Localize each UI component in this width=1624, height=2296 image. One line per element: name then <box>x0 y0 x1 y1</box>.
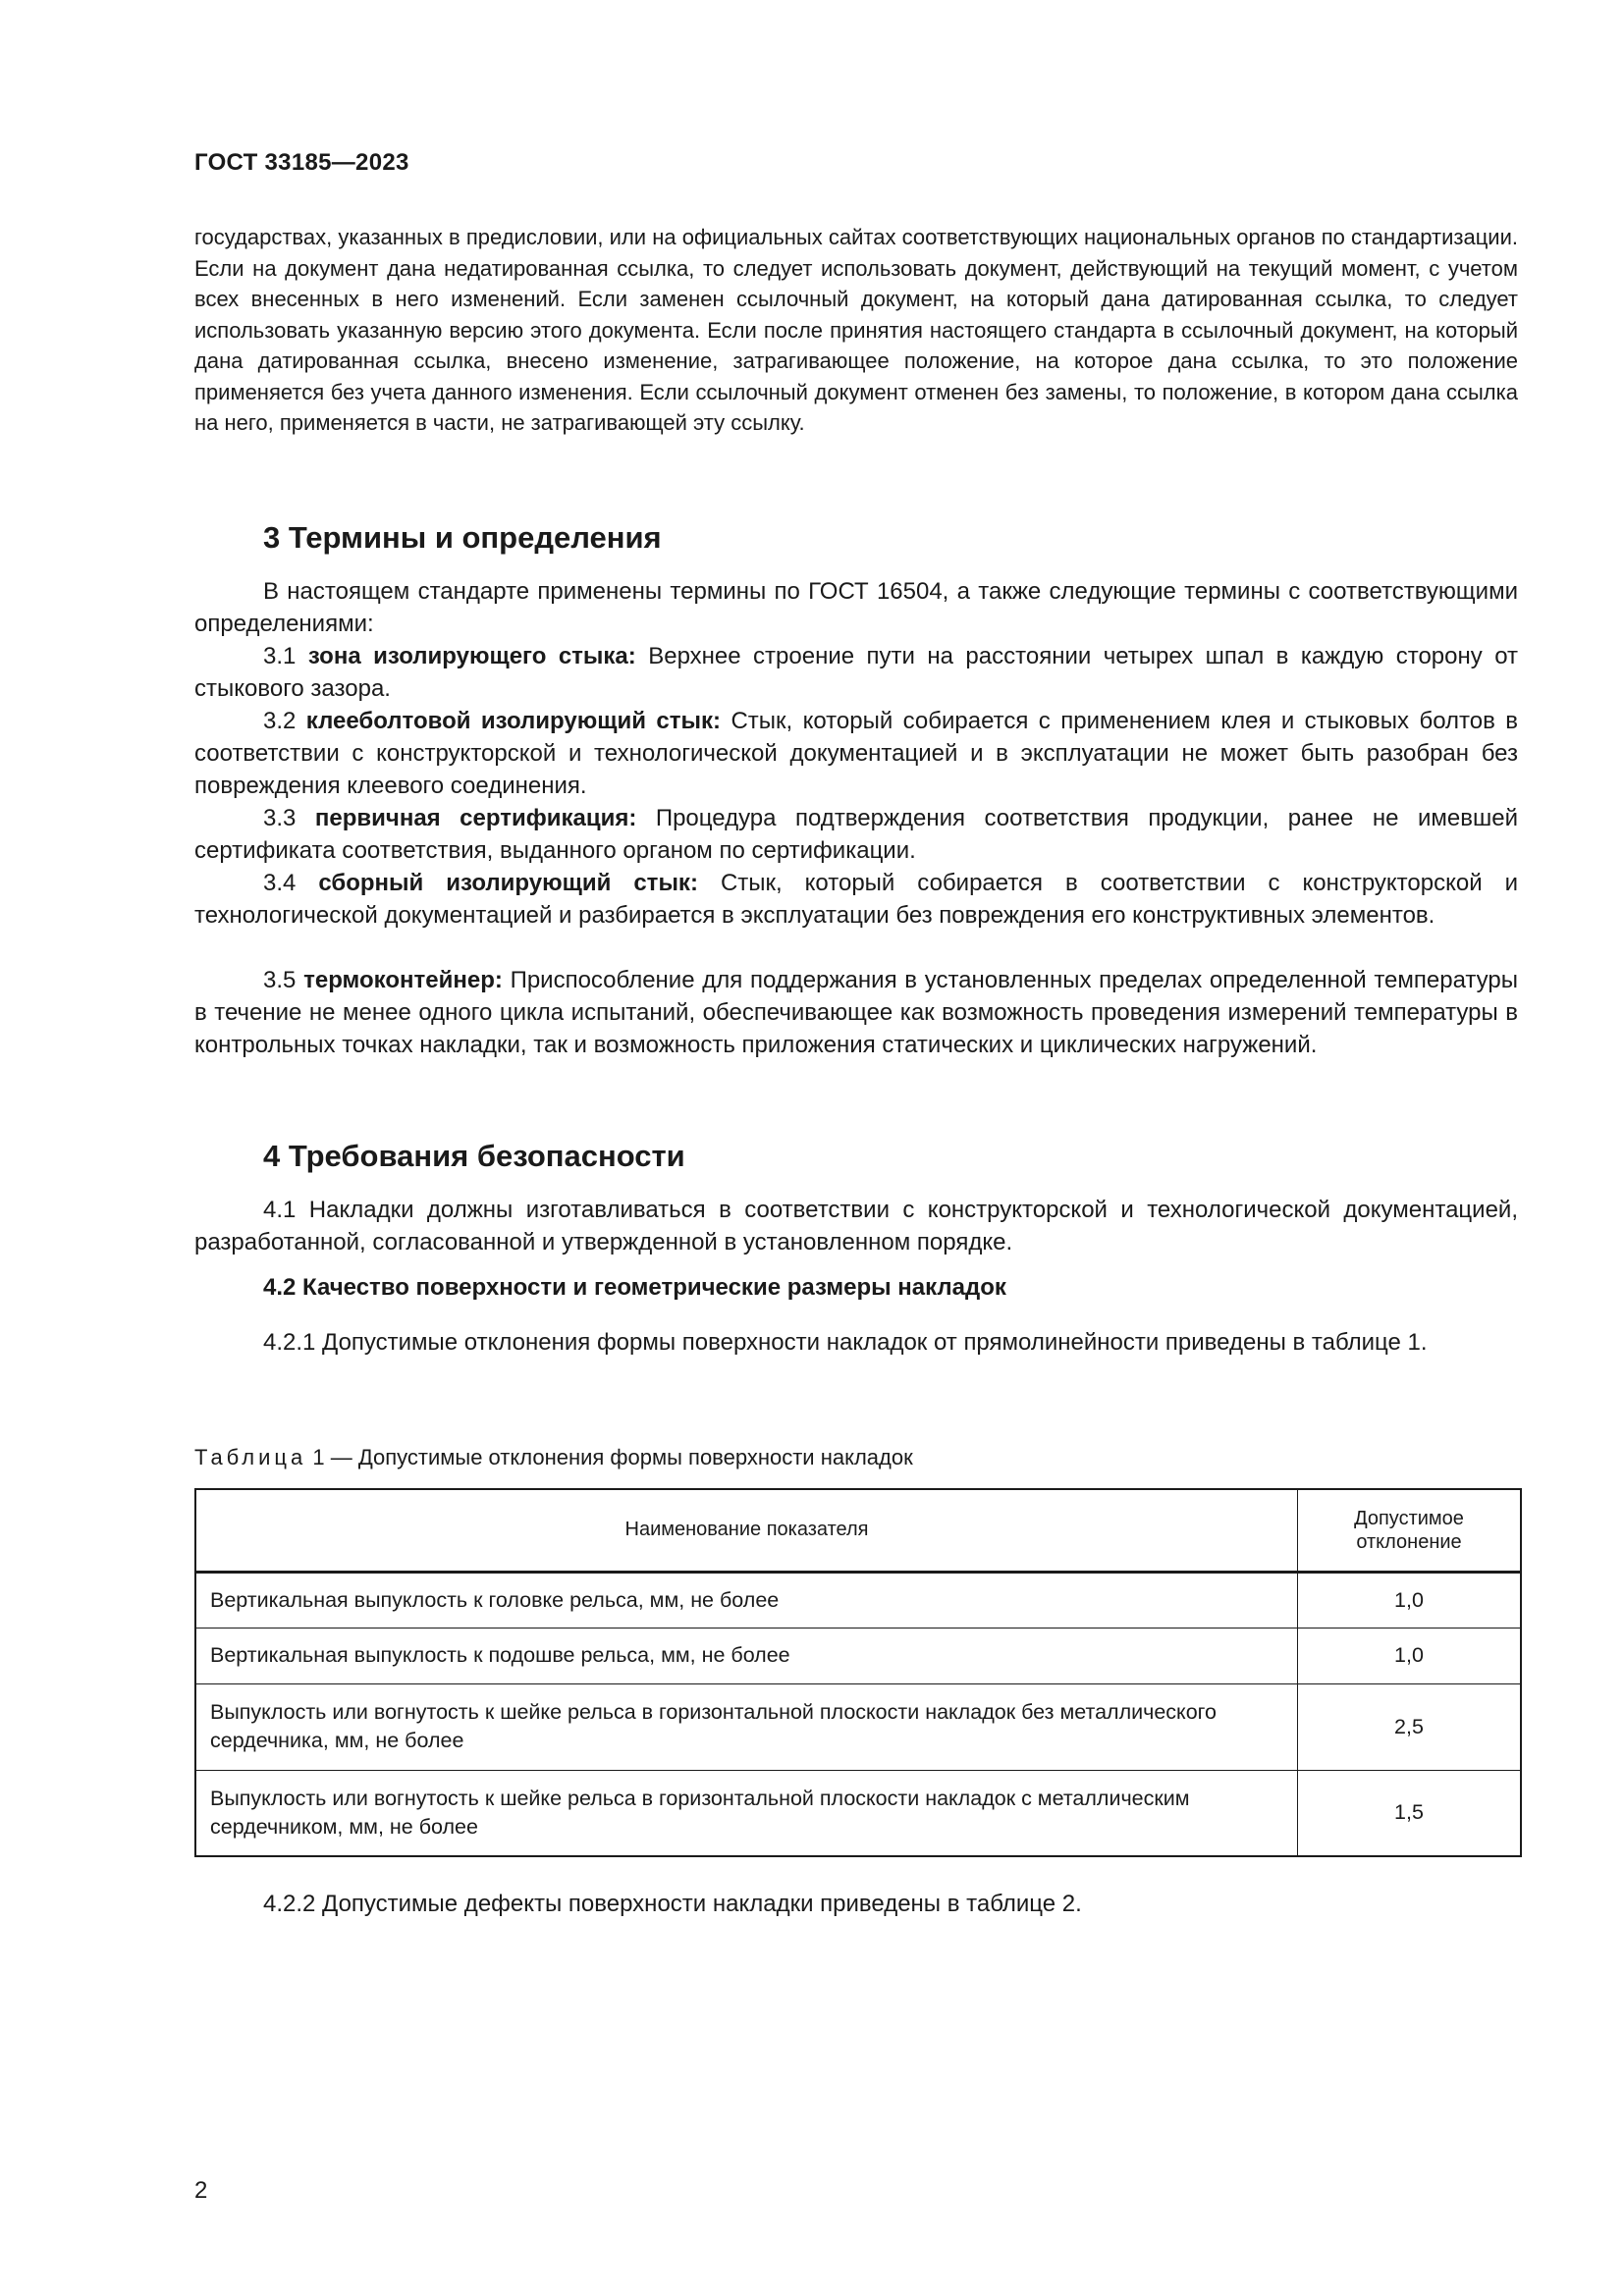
term-3-3: 3.3 первичная сертификация: Процедура подтверждения соответствия продукции, ранее не имевшей сертификата соответствия, выданного органом по сертификации. <box>194 805 1518 864</box>
table-row <box>195 1770 1521 1856</box>
document-header: ГОСТ 33185—2023 <box>194 149 409 176</box>
paragraph-4-2-2: 4.2.2 Допустимые дефекты поверхности накладки приведены в таблице 2. <box>263 1891 1082 1917</box>
table-cell-value: 1,0 <box>1298 1628 1522 1683</box>
table-1 <box>194 1488 1522 1857</box>
term-3-5: 3.5 термоконтейнер: Приспособление для поддержания в установленных пределах определенной температуры в течение не менее одного цикла испытаний, обеспечивающее как возможность проведения измерений температуры в контрольных точках накладки, так и возможность приложения статических и циклических нагружений. <box>194 967 1518 1058</box>
table-row <box>195 1683 1521 1770</box>
table-row <box>195 1572 1521 1628</box>
term-3-2: 3.2 клееболтовой изолирующий стык: Стык, который собирается с применением клея и стыковых болтов в соответствии с конструкторской и технологической документацией и в эксплуатации не может быть разобран без повреждения клеевого соединения. <box>194 708 1519 799</box>
table-cell-name: Вертикальная выпуклость к головке рельса, мм, не более <box>195 1572 1298 1628</box>
section-3-heading: 3 Термины и определения <box>263 520 662 555</box>
table-header-name: Наименование показателя <box>195 1489 1298 1572</box>
page-number: 2 <box>194 2177 208 2204</box>
section-3-intro: В настоящем стандарте применены термины по ГОСТ 16504, а также следующие термины с соответствующими определениями: <box>194 578 1518 637</box>
table-cell-value: 2,5 <box>1298 1683 1522 1770</box>
table-cell-name: Выпуклость или вогнутость к шейке рельса в горизонтальной плоскости накладок с металлическим сердечником, мм, не более <box>195 1770 1298 1856</box>
section-4-heading: 4 Требования безопасности <box>263 1139 685 1173</box>
table-cell-name: Вертикальная выпуклость к подошве рельса, мм, не более <box>195 1628 1298 1683</box>
subsection-4-2-heading: 4.2 Качество поверхности и геометрические размеры накладок <box>263 1274 1006 1301</box>
table-cell-name: Выпуклость или вогнутость к шейке рельса в горизонтальной плоскости накладок без металлического сердечника, мм, не более <box>195 1683 1298 1770</box>
paragraph-4-2-1: 4.2.1 Допустимые отклонения формы поверхности накладок от прямолинейности приведены в таблице 1. <box>263 1329 1428 1356</box>
table-header-tolerance: Допустимое отклонение <box>1298 1489 1522 1572</box>
intro-paragraph: государствах, указанных в предисловии, или на официальных сайтах соответствующих национальных органов по стандартизации. Если на документ дана недатированная ссылка, то следует использовать документ, действующий на текущий момент, с учетом всех внесенных в него изменений. Если заменен ссылочный документ, на который дана датированная ссылка, то следует использовать указанную версию этого документа. Если после принятия настоящего стандарта в ссылочный документ, на который дана датированная ссылка, внесено изменение, затрагивающее положение, на которое дана ссылка, то это положение применяется без учета данного изменения. Если ссылочный документ отменен без замены, то положение, в котором дана ссылка на него, применяется в части, не затрагивающей эту ссылку. <box>194 225 1518 435</box>
table-row <box>195 1628 1521 1683</box>
table-cell-value: 1,0 <box>1298 1572 1522 1628</box>
table-1-caption: Таблица 1 — Допустимые отклонения формы поверхности накладок <box>194 1445 913 1469</box>
paragraph-4-1: 4.1 Накладки должны изготавливаться в соответствии с конструкторской и технологической документацией, разработанной, согласованной и утвержденной в установленном порядке. <box>194 1197 1518 1255</box>
document-page <box>194 0 1518 2296</box>
term-3-4: 3.4 сборный изолирующий стык: Стык, который собирается в соответствии с конструкторской и технологической документацией и разбирается в эксплуатации без повреждения его конструктивных элементов. <box>194 870 1518 929</box>
term-3-1: 3.1 зона изолирующего стыка: Верхнее строение пути на расстоянии четырех шпал в каждую сторону от стыкового зазора. <box>194 643 1519 702</box>
table-cell-value: 1,5 <box>1298 1770 1522 1856</box>
